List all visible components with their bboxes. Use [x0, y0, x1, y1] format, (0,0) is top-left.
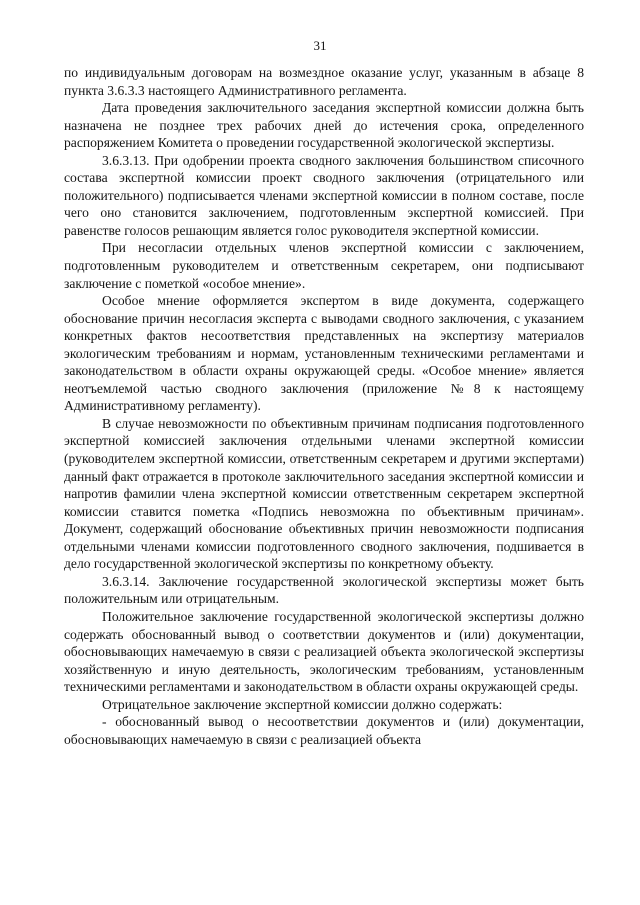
paragraph-signing-impossible: В случае невозможности по объективным причинам подписания подготовленного экспертной комиссией заключения отдельными членами экспертной комиссии (руководителем экспертной комиссии, ответственным секретарем и другими экспертами) данный факт отражается в протоколе заключительного заседания экспертной комиссии и напротив фамилии члена экспертной комиссии ответственным секретарем экспертной комиссии ставится пометка «Подпись невозможна по объективным причинам». Документ, содержащий обоснование объективных причин невозможности подписания отдельными членами комиссии подготовленного сводного заключения, подшивается в дело государственной экологической экспертизы по конкретному объекту. — [64, 415, 584, 572]
page-number: 31 — [313, 38, 327, 53]
paragraph-special-opinion: Особое мнение оформляется экспертом в виде документа, содержащего обоснование причин несогласия эксперта с выводами сводного заключения, с указанием конкретных фактов несоответствия представленных на экспертизу материалов экологическим требованиям и нормам, установленным техническими регламентами и законодательством в области охраны окружающей среды. «Особое мнение» является неотъемлемой частью сводного заключения (приложение №8 к настоящему Административному регламенту). — [64, 293, 584, 414]
paragraph-final-meeting-date: Дата проведения заключительного заседания экспертной комиссии должна быть назначена не позднее трех рабочих дней до истечения срока, определенного распоряжением Комитета о проведении государственной экологической экспертизы. — [64, 100, 584, 151]
paragraph-continuation: по индивидуальным договорам на возмездное оказание услуг, указанным в абзаце 8 пункта 3.6.3.3 настоящего Административного регламента. — [64, 65, 584, 98]
list-item-nonconformity: - обоснованный вывод о несоответствии документов и (или) документации, обосновывающих намечаемую в связи с реализацией объекта — [64, 714, 584, 747]
paragraph-3-6-3-14: 3.6.3.14. Заключение государственной экологической экспертизы может быть положительным или отрицательным. — [64, 573, 584, 607]
paragraph-negative-conclusion: Отрицательное заключение экспертной комиссии должно содержать: — [102, 696, 503, 712]
paragraph-positive-conclusion: Положительное заключение государственной экологической экспертизы должно содержать обоснованный вывод о соответствии документов и (или) документации, обосновывающих намечаемую в связи с реализацией объекта экологической экспертизы хозяйственную и иную деятельность, экологическим требованиям, установленным техническими регламентами и законодательством в области охраны окружающей среды. — [64, 608, 584, 695]
paragraph-3-6-3-13: 3.6.3.13. При одобрении проекта сводного заключения большинством списочного состава экспертной комиссии проект сводного заключения (отрицательного или положительного) подписывается членами экспертной комиссии в полном составе, после чего оно становится заключением, подготовленным экспертной комиссией. При равенстве голосов решающим является голос руководителя экспертной комиссии. — [64, 152, 584, 238]
paragraph-disagreement: При несогласии отдельных членов экспертной комиссии с заключением, подготовленным руководителем и ответственным секретарем, они подписывают заключение с пометкой «особое мнение». — [64, 240, 584, 291]
document-body — [64, 64, 584, 748]
